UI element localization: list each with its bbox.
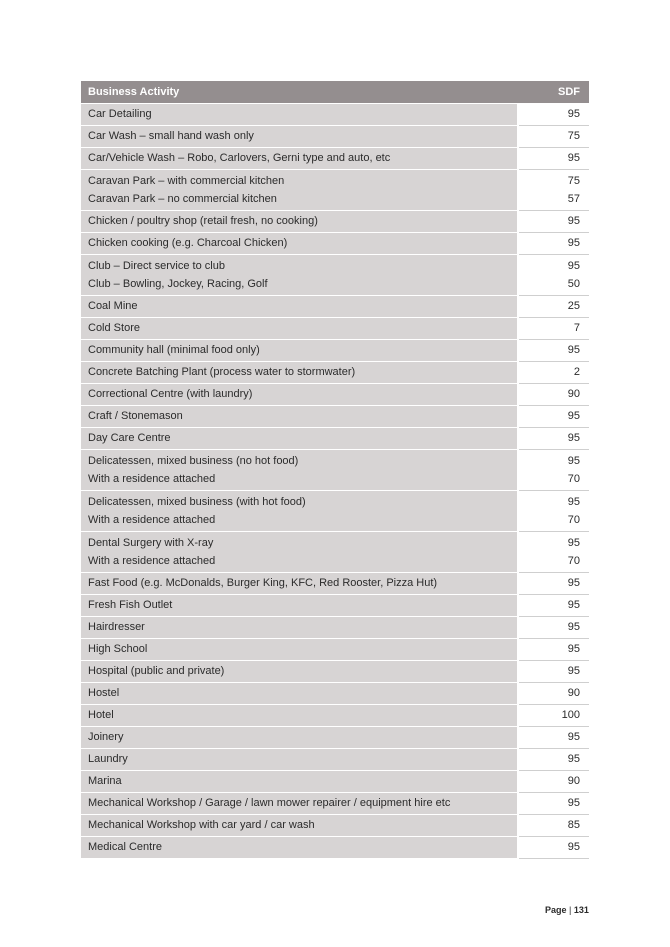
activity-text: Chicken / poultry shop (retail fresh, no cooking) (88, 215, 318, 227)
activity-text: Medical Centre (88, 841, 162, 853)
sdf-value: 95 (567, 753, 580, 765)
sdf-value: 95 (567, 432, 580, 444)
activity-text: High School (88, 643, 148, 655)
activity-cell (81, 661, 519, 682)
activity-text: Caravan Park – with commercial kitchen (88, 175, 285, 187)
table-row (81, 296, 589, 318)
sdf-value: 95 (567, 152, 580, 164)
table-row (81, 639, 589, 661)
sdf-value: 90 (567, 775, 580, 787)
table-row (81, 406, 589, 428)
sdf-cell (519, 573, 589, 594)
table-row (81, 170, 589, 211)
table-row (81, 683, 589, 705)
activity-cell (81, 727, 519, 748)
sdf-cell (519, 233, 589, 254)
sdf-value: 95 (567, 344, 580, 356)
table-header (81, 81, 589, 104)
sdf-value: 90 (567, 687, 580, 699)
sdf-cell (519, 450, 589, 490)
activity-cell (81, 340, 519, 361)
activity-text: Mechanical Workshop / Garage / lawn mower repairer / equipment hire etc (88, 797, 451, 809)
sdf-cell (519, 815, 589, 836)
activity-text: Car Detailing (88, 108, 152, 120)
sdf-cell (519, 617, 589, 638)
sdf-value: 95 (567, 108, 580, 120)
sdf-value: 7 (573, 322, 580, 334)
table-row (81, 573, 589, 595)
activity-text: Fast Food (e.g. McDonalds, Burger King, KFC, Red Rooster, Pizza Hut) (88, 577, 438, 589)
activity-text: Fresh Fish Outlet (88, 599, 173, 611)
activity-text: Joinery (88, 731, 124, 743)
sdf-cell (519, 705, 589, 726)
sdf-value: 95 (567, 731, 580, 743)
activity-text: Correctional Centre (with laundry) (88, 388, 253, 400)
sdf-cell (519, 255, 589, 295)
activity-cell (81, 428, 519, 449)
table-row (81, 211, 589, 233)
activity-cell (81, 815, 519, 836)
activity-text: Delicatessen, mixed business (no hot food) (88, 455, 299, 467)
sdf-cell (519, 318, 589, 339)
activity-text: Delicatessen, mixed business (with hot food) (88, 496, 306, 508)
table-row (81, 815, 589, 837)
activity-text: Car/Vehicle Wash – Robo, Carlovers, Gerni type and auto, etc (88, 152, 391, 164)
activity-text: Hairdresser (88, 621, 145, 633)
activity-text: With a residence attached (88, 555, 216, 567)
activity-cell (81, 211, 519, 232)
activity-text: Marina (88, 775, 122, 787)
activity-cell (81, 749, 519, 770)
sdf-value: 95 (567, 841, 580, 853)
sdf-cell (519, 148, 589, 169)
sdf-value: 95 (567, 215, 580, 227)
page-separator: | (569, 905, 572, 915)
activity-text: Club – Bowling, Jockey, Racing, Golf (88, 278, 268, 290)
sdf-cell (519, 384, 589, 405)
sdf-cell (519, 771, 589, 792)
table-row (81, 661, 589, 683)
sdf-cell (519, 428, 589, 449)
activity-cell (81, 450, 519, 490)
table-row (81, 148, 589, 170)
table-row (81, 771, 589, 793)
activity-text: Hotel (88, 709, 114, 721)
activity-cell (81, 362, 519, 383)
table-row (81, 450, 589, 491)
activity-cell (81, 406, 519, 427)
activity-cell (81, 793, 519, 814)
table-row (81, 428, 589, 450)
activity-text: Caravan Park – no commercial kitchen (88, 193, 277, 205)
sdf-cell (519, 296, 589, 317)
sdf-value: 75 (567, 175, 580, 187)
table-row (81, 793, 589, 815)
sdf-value: 95 (567, 410, 580, 422)
activity-text: Cold Store (88, 322, 140, 334)
activity-cell (81, 233, 519, 254)
activity-cell (81, 837, 519, 858)
sdf-value: 95 (567, 260, 580, 272)
sdf-cell (519, 170, 589, 210)
table-row (81, 233, 589, 255)
activity-cell (81, 255, 519, 295)
sdf-value: 95 (567, 599, 580, 611)
activity-text: Concrete Batching Plant (process water to stormwater) (88, 366, 356, 378)
sdf-cell (519, 126, 589, 147)
sdf-value: 50 (567, 278, 580, 290)
table-row (81, 727, 589, 749)
sdf-value: 95 (567, 237, 580, 249)
sdf-cell (519, 104, 589, 125)
sdf-value: 2 (573, 366, 580, 378)
activity-cell (81, 296, 519, 317)
sdf-cell (519, 491, 589, 531)
table-row (81, 126, 589, 148)
sdf-value: 70 (567, 514, 580, 526)
page-number: 131 (573, 905, 589, 915)
activity-text: Mechanical Workshop with car yard / car wash (88, 819, 315, 831)
table-row (81, 318, 589, 340)
activity-cell (81, 771, 519, 792)
table-row (81, 384, 589, 406)
activity-cell (81, 126, 519, 147)
page-footer (545, 905, 589, 915)
sdf-value: 25 (567, 300, 580, 312)
activity-text: Car Wash – small hand wash only (88, 130, 254, 142)
sdf-cell (519, 727, 589, 748)
header-business-activity: Business Activity (88, 86, 180, 98)
sdf-cell (519, 749, 589, 770)
sdf-cell (519, 639, 589, 660)
sdf-table (81, 81, 589, 859)
sdf-value: 85 (567, 819, 580, 831)
activity-text: Community hall (minimal food only) (88, 344, 260, 356)
sdf-value: 95 (567, 643, 580, 655)
header-sdf: SDF (558, 86, 580, 98)
table-row (81, 617, 589, 639)
table-row (81, 340, 589, 362)
activity-text: With a residence attached (88, 473, 216, 485)
activity-text: Chicken cooking (e.g. Charcoal Chicken) (88, 237, 288, 249)
activity-text: Craft / Stonemason (88, 410, 183, 422)
sdf-value: 95 (567, 577, 580, 589)
sdf-cell (519, 362, 589, 383)
activity-cell (81, 104, 519, 125)
table-row (81, 362, 589, 384)
activity-text: Club – Direct service to club (88, 260, 225, 272)
sdf-cell (519, 340, 589, 361)
sdf-value: 95 (567, 496, 580, 508)
table-row (81, 491, 589, 532)
activity-text: With a residence attached (88, 514, 216, 526)
table-row (81, 104, 589, 126)
activity-text: Day Care Centre (88, 432, 171, 444)
activity-cell (81, 617, 519, 638)
table-body (81, 104, 589, 859)
sdf-value: 100 (561, 709, 580, 721)
sdf-value: 75 (567, 130, 580, 142)
sdf-value: 90 (567, 388, 580, 400)
activity-cell (81, 573, 519, 594)
activity-cell (81, 148, 519, 169)
table-row (81, 749, 589, 771)
sdf-value: 95 (567, 621, 580, 633)
activity-cell (81, 170, 519, 210)
activity-text: Dental Surgery with X-ray (88, 537, 214, 549)
sdf-cell (519, 793, 589, 814)
activity-text: Hospital (public and private) (88, 665, 225, 677)
sdf-cell (519, 595, 589, 616)
activity-cell (81, 384, 519, 405)
page-label: Page (545, 905, 567, 915)
sdf-cell (519, 683, 589, 704)
sdf-cell (519, 532, 589, 572)
activity-text: Coal Mine (88, 300, 138, 312)
table-row (81, 255, 589, 296)
table-row (81, 532, 589, 573)
activity-cell (81, 491, 519, 531)
activity-text: Laundry (88, 753, 128, 765)
sdf-value: 95 (567, 537, 580, 549)
sdf-value: 70 (567, 473, 580, 485)
table-row (81, 705, 589, 727)
activity-cell (81, 532, 519, 572)
sdf-value: 95 (567, 665, 580, 677)
sdf-cell (519, 661, 589, 682)
sdf-value: 57 (567, 193, 580, 205)
sdf-cell (519, 211, 589, 232)
activity-cell (81, 595, 519, 616)
table-row (81, 837, 589, 859)
activity-cell (81, 639, 519, 660)
sdf-value: 95 (567, 797, 580, 809)
activity-cell (81, 318, 519, 339)
sdf-value: 70 (567, 555, 580, 567)
table-row (81, 595, 589, 617)
activity-cell (81, 705, 519, 726)
activity-text: Hostel (88, 687, 120, 699)
activity-cell (81, 683, 519, 704)
sdf-cell (519, 837, 589, 858)
sdf-cell (519, 406, 589, 427)
sdf-value: 95 (567, 455, 580, 467)
